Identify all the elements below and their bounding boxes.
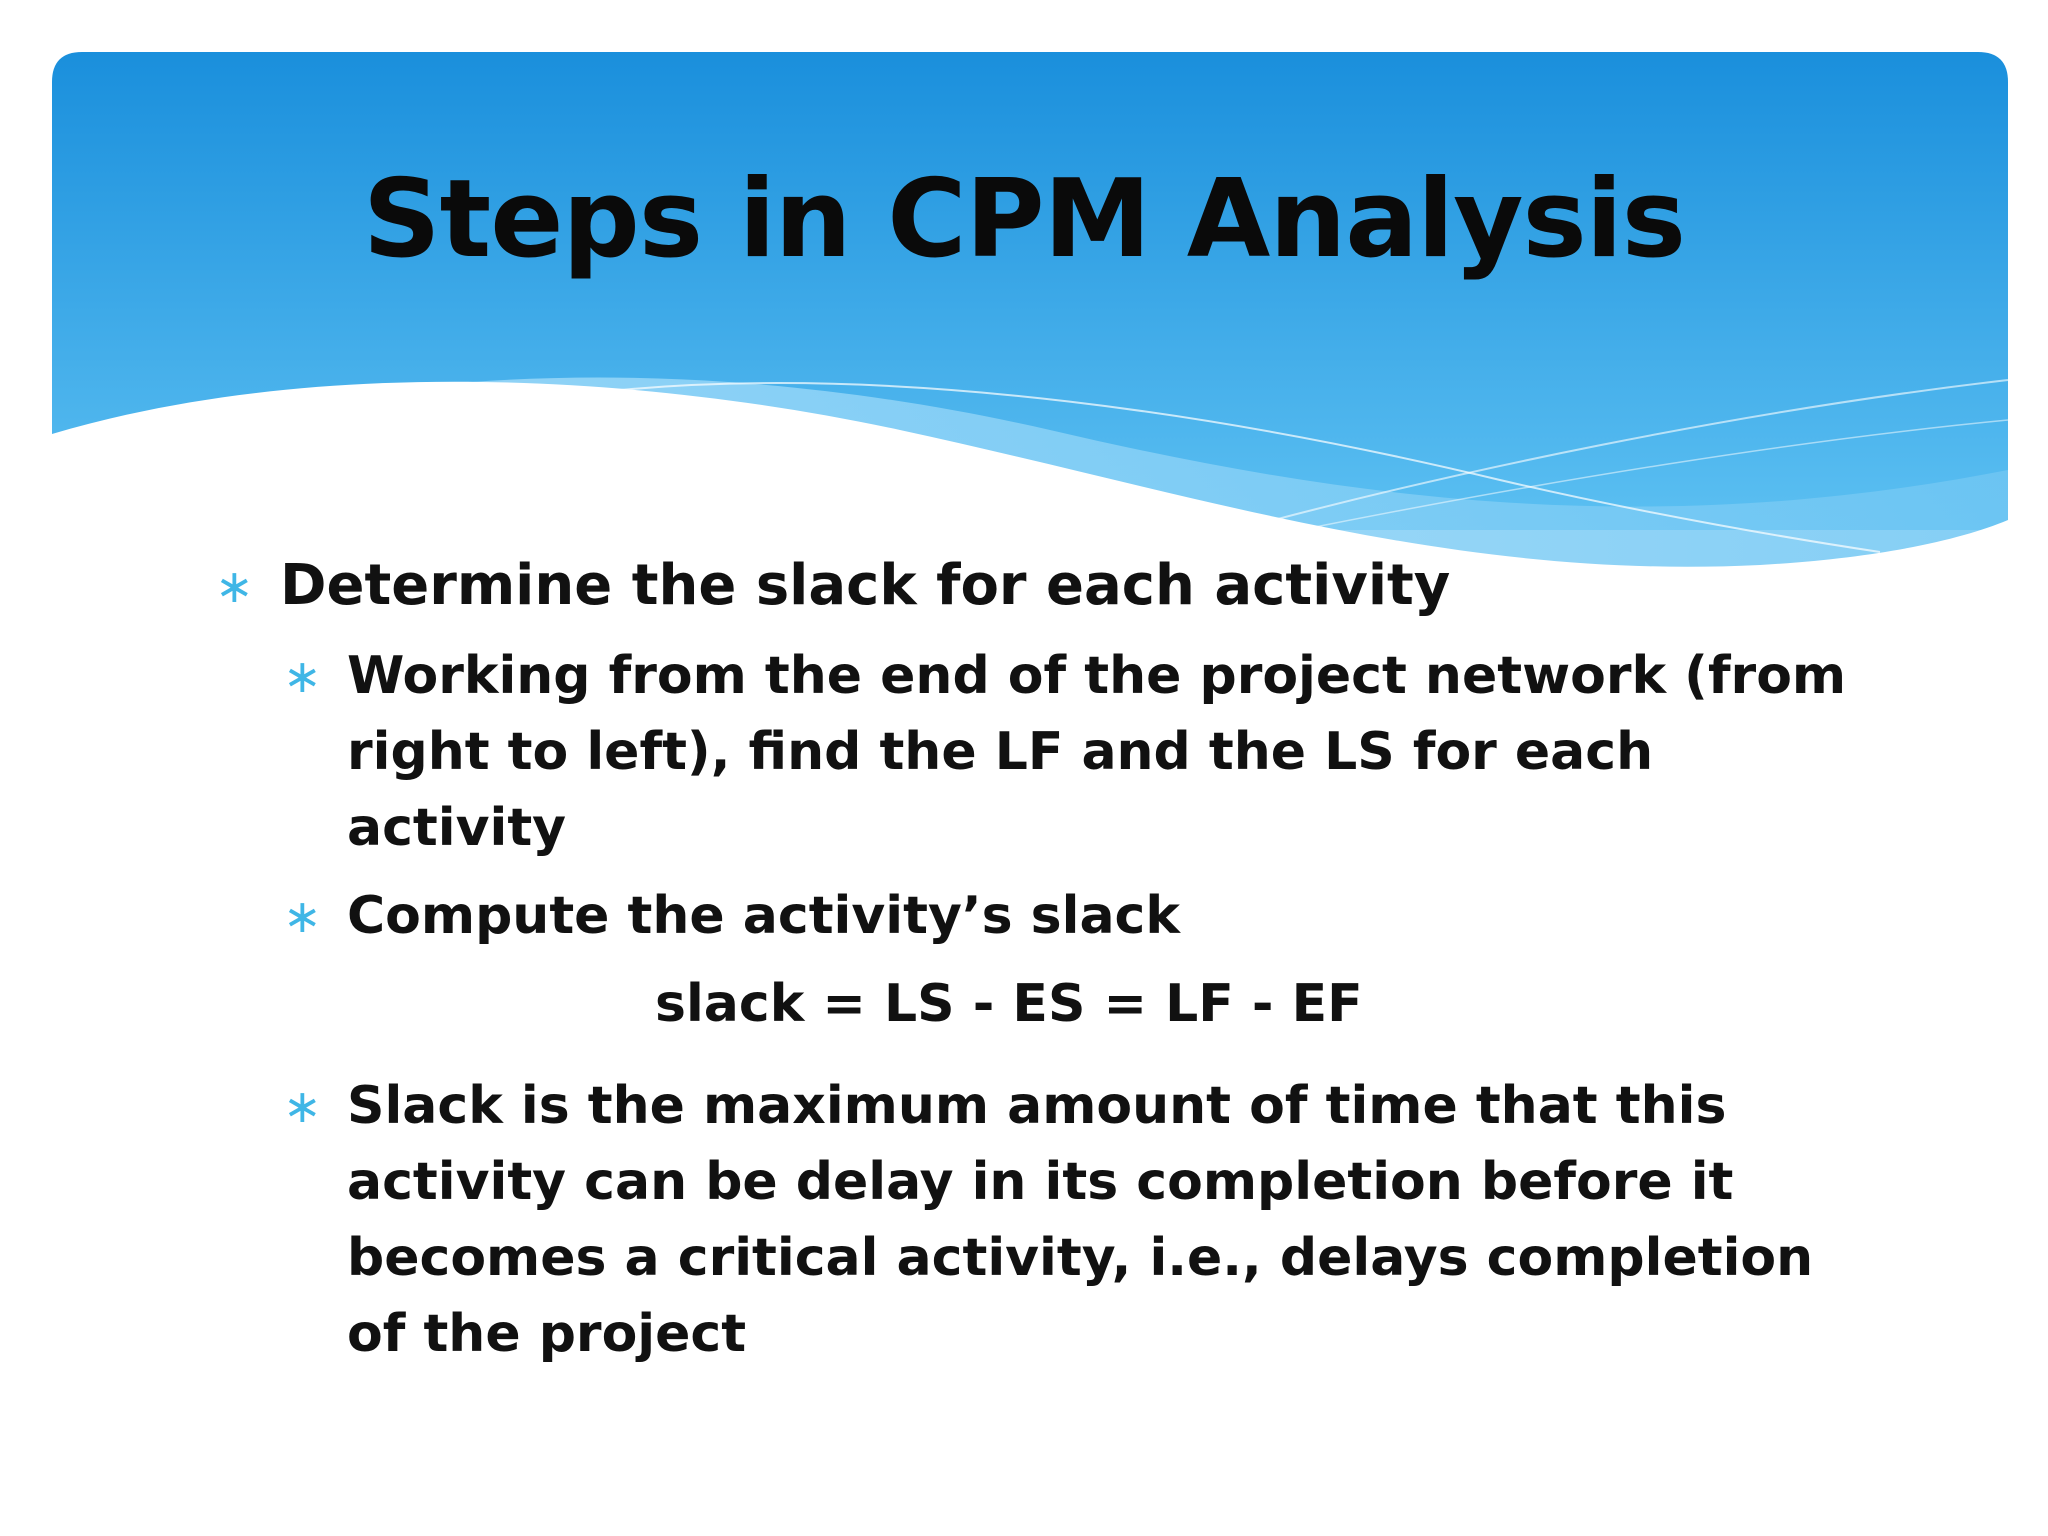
bullet-text: Compute the activity’s slack <box>347 886 1180 946</box>
bullet-text: Working from the end of the project network (from right to left), find the LF and the LS for each activity <box>347 646 1847 858</box>
asterisk-bullet-icon: ∗ <box>283 889 322 943</box>
slide-body <box>215 548 1855 1384</box>
asterisk-bullet-icon: ∗ <box>283 1079 322 1133</box>
bullet-level-1 <box>215 548 1855 624</box>
bullet-text: Determine the slack for each activity <box>280 553 1451 618</box>
bullet-level-2 <box>283 878 1855 954</box>
header-wave-background <box>0 0 2048 600</box>
slide-title: Steps in CPM Analysis <box>362 157 1686 282</box>
asterisk-bullet-icon: ∗ <box>283 649 322 703</box>
bullet-level-2 <box>283 638 1855 866</box>
bullet-level-2 <box>283 1068 1855 1372</box>
slack-formula: slack = LS - ES = LF - EF <box>655 974 1363 1034</box>
bullet-text: Slack is the maximum amount of time that this activity can be delay in its completion before it becomes a critical activity, i.e., delays completion of the project <box>347 1076 1814 1364</box>
asterisk-bullet-icon: ∗ <box>215 559 254 613</box>
